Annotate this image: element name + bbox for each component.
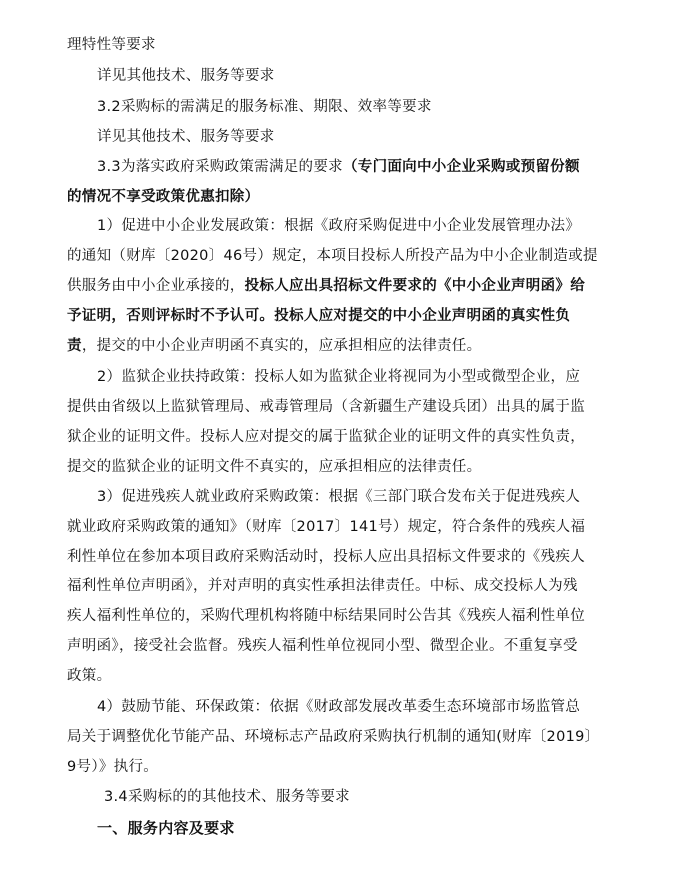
p4-line: 9号）》执行。 xyxy=(67,759,159,775)
p4-line: 4）鼓励节能、环保政策：依据《财政部发展改革委生态环境部市场监管总 xyxy=(97,699,581,715)
p1-bold-text: 投标人应出具招标文件要求的《中小企业声明函》给 xyxy=(244,278,586,294)
p3-line: 就业政府采购政策的通知》（财库〔2017〕141号）规定，符合条件的残疾人福 xyxy=(67,519,586,535)
text-line: 理特性等要求 xyxy=(67,37,156,53)
p2-line: 2）监狱企业扶持政策：投标人如为监狱企业将视同为小型或微型企业，应 xyxy=(97,369,581,385)
p3-line: 3）促进残疾人就业政府采购政策：根据《三部门联合发布关于促进残疾人 xyxy=(97,489,581,505)
section-3-3-title: 3.3为落实政府采购政策需满足的要求 xyxy=(97,159,343,175)
p1-line: 1）促进中小企业发展政策：根据《政府采购促进中小企业发展管理办法》 xyxy=(97,218,581,234)
section-3-3-note-cont: 的情况不享受政策优惠扣除） xyxy=(67,189,260,205)
service-content-heading: 一、服务内容及要求 xyxy=(97,819,235,837)
p4-line: 局关于调整优化节能产品、环境标志产品政府采购执行机制的通知(财库〔2019〕 xyxy=(67,729,600,745)
p3-line: 疾人福利性单位的，采购代理机构将随中标结果同时公告其《残疾人福利性单位 xyxy=(67,608,585,624)
p1-bold-line: 予证明，否则评标时不予认可。投标人应对提交的中小企业声明函的真实性负 xyxy=(67,308,571,324)
p3-line: 政策。 xyxy=(67,668,112,684)
section-3-3-heading xyxy=(97,157,580,177)
p1-text: ，提交的中小企业声明函不真实的，应承担相应的法律责任。 xyxy=(81,338,482,354)
text-line: 详见其他技术、服务等要求 xyxy=(97,129,275,145)
p1-text: 供服务由中小企业承接的， xyxy=(67,278,245,294)
p2-line: 提交的监狱企业的证明文件不真实的，应承担相应的法律责任。 xyxy=(67,459,482,475)
section-3-4-heading: 3.4采购标的的其他技术、服务等要求 xyxy=(104,789,350,805)
text-line: 详见其他技术、服务等要求 xyxy=(97,68,275,84)
p1-line xyxy=(67,336,481,356)
p2-line: 狱企业的证明文件。投标人应对提交的属于监狱企业的证明文件的真实性负责， xyxy=(67,429,585,445)
section-3-2-heading: 3.2采购标的需满足的服务标准、期限、效率等要求 xyxy=(97,99,432,115)
p1-bold-text: 责 xyxy=(67,338,82,354)
p3-line: 福利性单位声明函》，并对声明的真实性承担法律责任。中标、成交投标人为残 xyxy=(67,578,578,594)
p3-line: 利性单位在参加本项目政府采购活动时，投标人应出具招标文件要求的《残疾人 xyxy=(67,549,585,565)
p1-line: 的通知（财库〔2020〕46号）规定，本项目投标人所投产品为中小企业制造或提 xyxy=(67,248,598,264)
p2-line: 提供由省级以上监狱管理局、戒毒管理局（含新疆生产建设兵团）出具的属于监 xyxy=(67,399,585,415)
p1-line xyxy=(67,276,585,296)
section-3-3-note: （专门面向中小企业采购或预留份额 xyxy=(342,159,580,175)
p3-line: 声明函》，接受社会监督。残疾人福利性单位视同小型、微型企业。不重复享受 xyxy=(67,638,578,654)
